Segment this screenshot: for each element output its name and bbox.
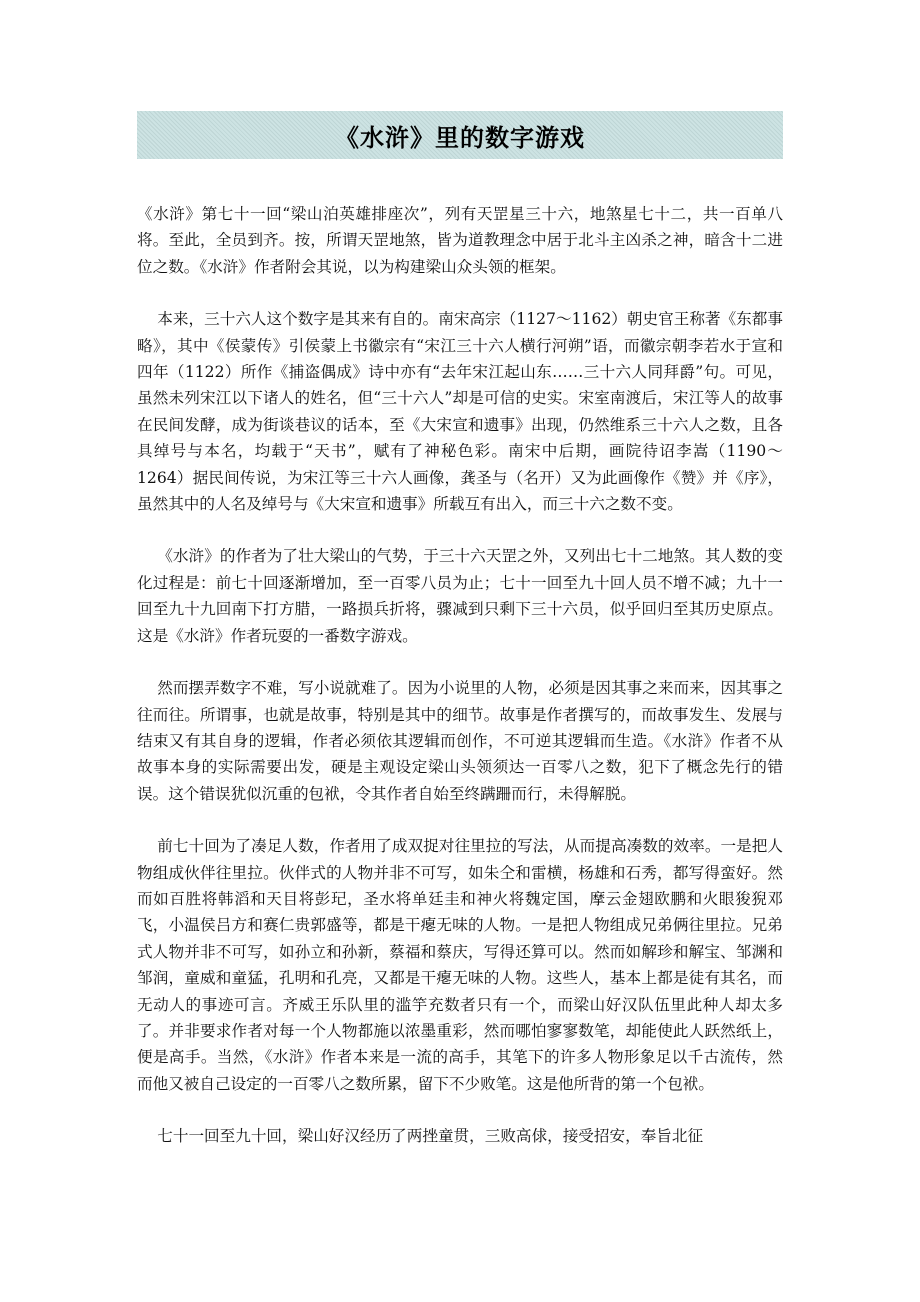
- title-banner: [137, 111, 783, 159]
- paragraph-1: 《水浒》第七十一回“梁山泊英雄排座次”，列有天罡星三十六，地煞星七十二，共一百单八将。至此，全员到齐。按，所谓天罡地煞，皆为道教理念中居于北斗主凶杀之神，暗含十二进位之数。《水浒》作者附会其说，以为构建梁山众头领的框架。: [137, 205, 783, 276]
- paragraph-2: 本来，三十六人这个数字是其来有自的。南宋高宗（1127～1162）朝史官王称著《东都事略》，其中《侯蒙传》引侯蒙上书徽宗有“宋江三十六人横行河朔”语，而徽宗朝李若水于宣和四年（1122）所作《捕盗偶成》诗中亦有“去年宋江起山东……三十六人同拜爵”句。可见，虽然未列宋江以下诸人的姓名，但“三十六人”却是可信的史实。宋室南渡后，宋江等人的故事在民间发酵，成为街谈巷议的话本，至《大宋宣和遗事》出现，仍然维系三十六人之数，且各具绰号与本名，均载于“天书”，赋有了神秘色彩。南宋中后期，画院待诏李嵩（1190～1264）据民间传说，为宋江等三十六人画像，龚圣与（名开）又为此画像作《赞》并《序》，虽然其中的人名及绰号与《大宋宣和遗事》所载互有出入，而三十六之数不变。: [137, 310, 783, 514]
- paragraph-3: 《水浒》的作者为了壮大梁山的气势，于三十六天罡之外，又列出七十二地煞。其人数的变化过程是：前七十回逐渐增加，至一百零八员为止；七十一回至九十回人员不增不减；九十一回至九十九回南下打方腊，一路损兵折将，骤减到只剩下三十六员，似乎回归至其历史原点。这是《水浒》作者玩耍的一番数字游戏。: [137, 547, 783, 645]
- article-body: [137, 201, 783, 1150]
- paragraph-5: 前七十回为了凑足人数，作者用了成双捉对往里拉的写法，从而提高凑数的效率。一是把人物组成伙伴往里拉。伙伴式的人物并非不可写，如朱仝和雷横，杨雄和石秀，都写得蛮好。然而如百胜将韩滔和天目将彭玘，圣水将单廷圭和神火将魏定国，摩云金翅欧鹏和火眼狻猊邓飞，小温侯吕方和赛仁贵郭盛等，都是干瘪无味的人物。一是把人物组成兄弟俩往里拉。兄弟式人物并非不可写，如孙立和孙新，蔡福和蔡庆，写得还算可以。然而如解珍和解宝、邹渊和邹润，童威和童猛，孔明和孔亮，又都是干瘪无味的人物。这些人，基本上都是徒有其名，而无动人的事迹可言。齐威王乐队里的滥竽充数者只有一个，而梁山好汉队伍里此种人却太多了。并非要求作者对每一个人物都施以浓墨重彩，然而哪怕寥寥数笔，却能使此人跃然纸上，便是高手。当然，《水浒》作者本来是一流的高手，其笔下的许多人物形象足以千古流传，然而他又被自己设定的一百零八之数所累，留下不少败笔。这是他所背的第一个包袱。: [137, 837, 783, 1093]
- page-title: 《水浒》里的数字游戏: [335, 123, 585, 152]
- paragraph-4: 然而摆弄数字不难，写小说就难了。因为小说里的人物，必须是因其事之来而来，因其事之往而往。所谓事，也就是故事，特别是其中的细节。故事是作者撰写的，而故事发生、发展与结束又有其自身的逻辑，作者必须依其逻辑而创作，不可逆其逻辑而生造。《水浒》作者不从故事本身的实际需要出发，硬是主观设定梁山头领须达一百零八之数，犯下了概念先行的错误。这个错误犹似沉重的包袱，令其作者自始至终蹒跚而行，未得解脱。: [137, 679, 783, 803]
- paragraph-6: 七十一回至九十回，梁山好汉经历了两挫童贯，三败高俅，接受招安，奉旨北征: [157, 1127, 704, 1146]
